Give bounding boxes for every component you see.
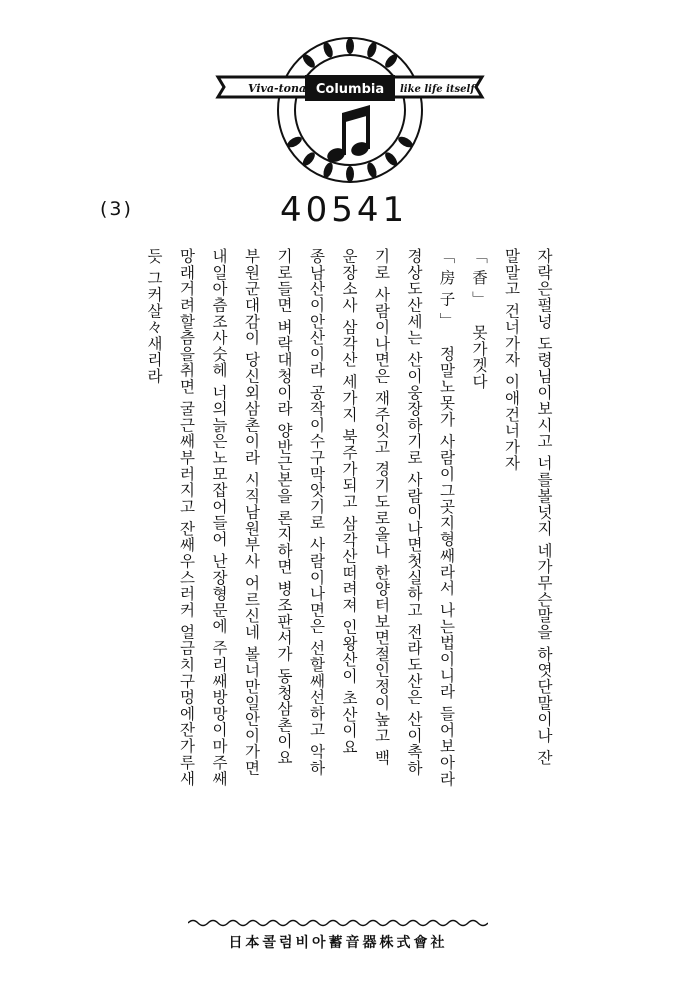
lyric-text: 부원군대감이 당신외삼촌이라 시직남원부사 어르신네 볼너만일안이가면 — [242, 248, 261, 777]
logo-left-tag: Viva-tonal — [248, 82, 311, 95]
logo-right-tag: like life itself — [400, 84, 475, 95]
lyric-text: 내일아츰조사숫헤 너의늙은노모잡어들어 난장형문에 주리쌔방망이마주쌔 — [210, 248, 228, 787]
lyric-line — [138, 248, 171, 908]
lyric-text: 못가겟다 — [470, 324, 488, 390]
lyrics-text — [145, 248, 560, 908]
lyric-text: 경상도산세는 산이웅장하기로 사람이나면첫실하고 전라도산은 산이촉하 — [405, 248, 423, 777]
logo-brand: Columbia — [315, 82, 385, 97]
lyric-line — [333, 248, 366, 908]
lyric-text: 망래거려할츰을취면 굴근쌔부러지고 잔쌔우스러커 얼금치구멍에잔가루새 — [177, 248, 196, 787]
lyric-text: 기로들면 벼락대청이라 양반근본을 론지하면 병조판서가 동청삼촌이요 — [275, 248, 293, 766]
speaker-label: 「房子」 — [437, 248, 456, 334]
lyric-text: 정말노못가 사람이그곳지형쌔라서 나는법이니라 들어보아라 — [437, 346, 456, 787]
page-number: (3) — [100, 198, 133, 220]
lyric-line — [495, 248, 528, 908]
lyric-text: 자락은펄넝 도령님이보시고 너를볼넛지 네가무슨말을 하엿단말이나 잔 — [535, 248, 553, 766]
lyric-line — [430, 248, 463, 908]
lyric-line — [463, 248, 496, 908]
music-note-icon — [325, 105, 370, 164]
lyric-line — [300, 248, 333, 908]
lyric-text: 종남산이안산이라 공작이수구막앗기로 사람이나면은 선할쌔선하고 악하 — [307, 248, 326, 777]
lyric-text: 운장소사 삼각산 세가지 북주가되고 삼각산떠려져 인왕산이 초산이요 — [340, 248, 358, 756]
record-number: 40541 — [280, 190, 409, 230]
lyric-line — [235, 248, 268, 908]
lyric-text: 기로 사람이나면은 재주잇고 경기도로올나 한양터보면절인정이높고 백 — [372, 248, 391, 766]
publisher-footer — [0, 932, 676, 952]
lyric-line — [398, 248, 431, 908]
lyric-line — [268, 248, 301, 908]
speaker-label: 「香」 — [470, 248, 488, 313]
lyric-text: 말말고 건너가자 이애건너가자 — [502, 248, 521, 472]
lyric-line — [528, 248, 561, 908]
lyric-line — [203, 248, 236, 908]
laurel-wreath-icon — [278, 38, 422, 182]
lyric-text: 듯 그커살々새리라 — [145, 248, 163, 385]
publisher-name: 社會式株器音蓄아비럼콜本日 — [228, 935, 448, 951]
columbia-logo — [210, 25, 490, 190]
wavy-divider — [188, 918, 488, 928]
lyric-line — [365, 248, 398, 908]
lyric-line — [170, 248, 203, 908]
